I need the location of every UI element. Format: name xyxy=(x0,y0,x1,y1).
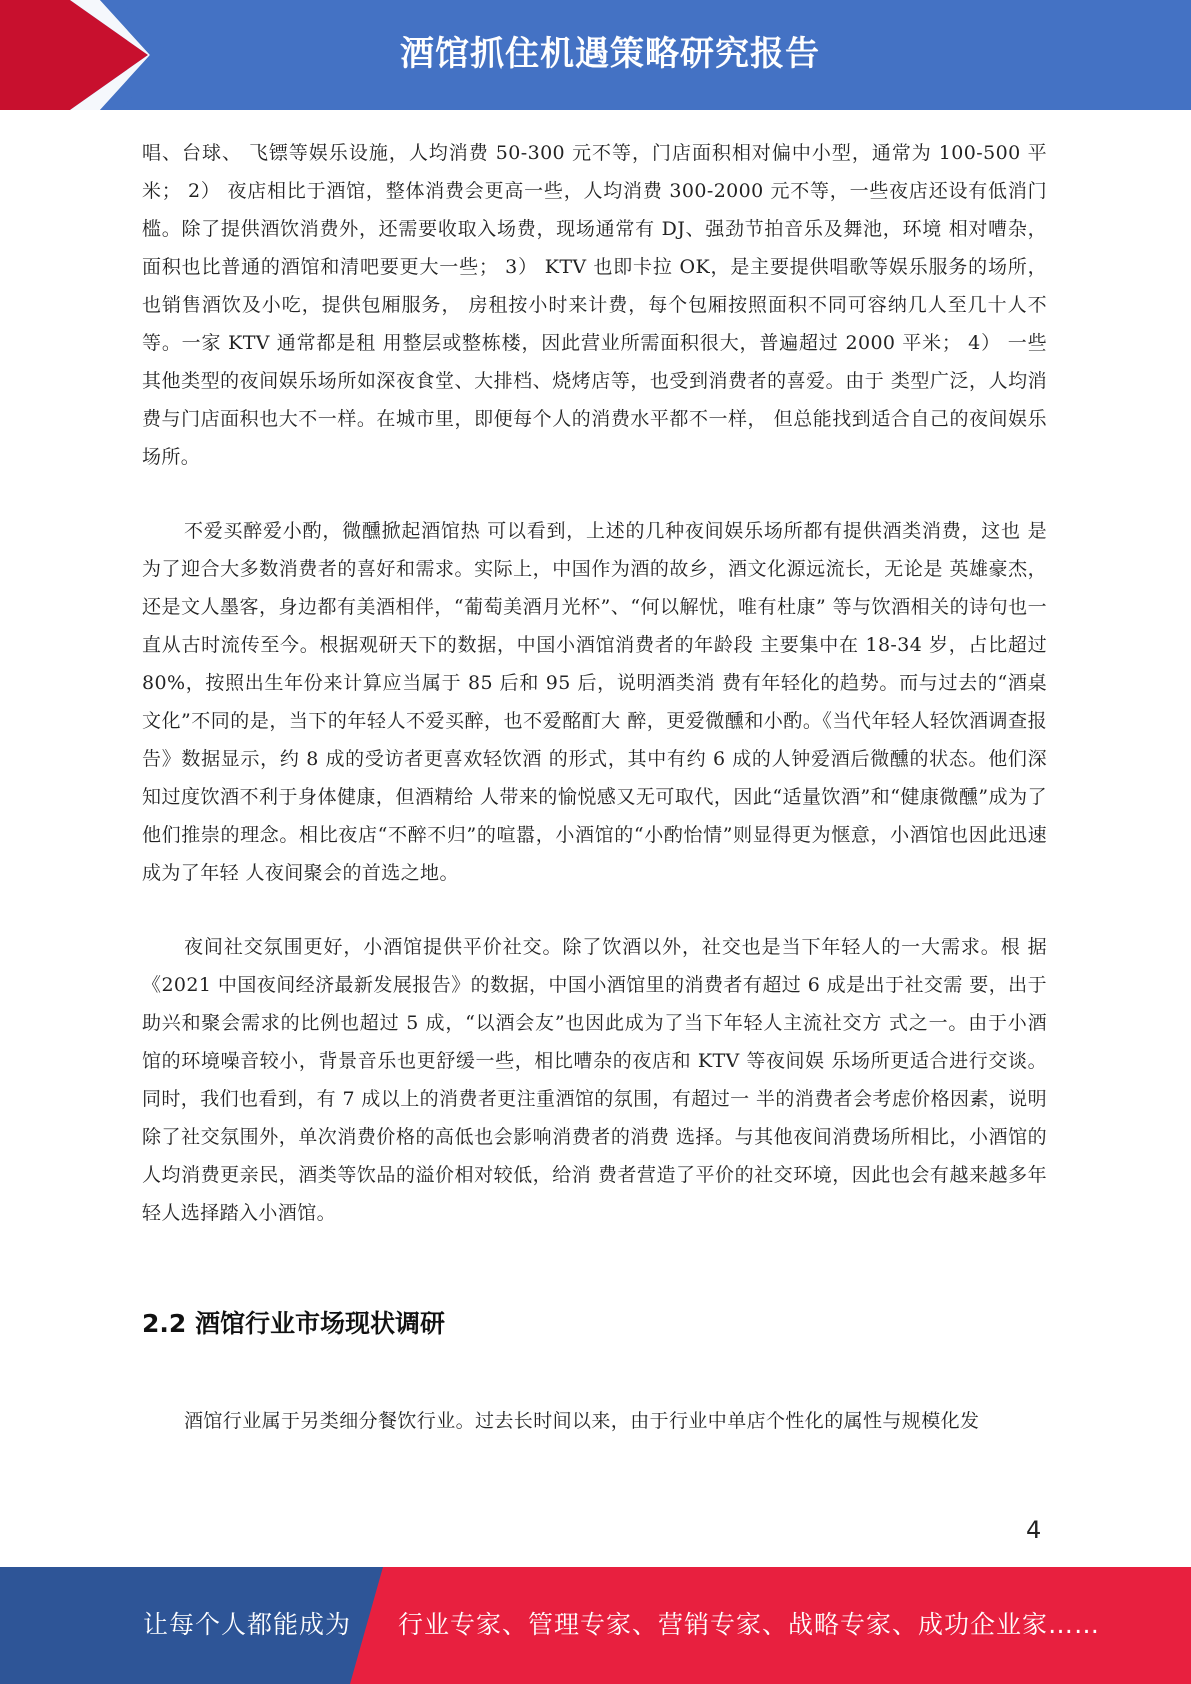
page-number: 4 xyxy=(1026,1516,1042,1544)
page-header xyxy=(0,0,1191,110)
body-paragraph: 酒馆行业属于另类细分餐饮行业。过去长时间以来，由于行业中单店个性化的属性与规模化发 xyxy=(184,1410,980,1432)
footer-slogan-right: 行业专家、管理专家、营销专家、战略专家、成功企业家…… xyxy=(398,1610,1101,1639)
footer-slogan-left: 让每个人都能成为 xyxy=(143,1610,352,1639)
page-content xyxy=(142,134,1047,1440)
section-heading: 2.2 酒馆行业市场现状调研 xyxy=(142,1309,445,1338)
page-footer xyxy=(0,1567,1191,1684)
body-paragraph: 不爱买醉爱小酌，微醺掀起酒馆热 可以看到，上述的几种夜间娱乐场所都有提供酒类消费，这也 是为了迎合大多数消费者的喜好和需求。实际上，中国作为酒的故乡，酒文化源远流长，无论是 英雄豪杰，还是文人墨客，身边都有美酒相伴，“葡萄美酒月光杯”、“何以解忧，唯有杜康” 等与饮酒相关的诗句也一直从古时流传至今。根据观研天下的数据，中国小酒馆消费者的年龄段 主要集中在 18-34 岁，占比超过 80%，按照出生年份来计算应当属于 85 后和 95 后，说明酒类消 费有年轻化的趋势。而与过去的“酒桌文化”不同的是，当下的年轻人不爱买醉，也不爱酩酊大 醉，更爱微醺和小酌。《当代年轻人轻饮酒调查报告》数据显示，约 8 成的受访者更喜欢轻饮酒 的形式，其中有约 6 成的人钟爱酒后微醺的状态。他们深知过度饮酒不利于身体健康，但酒精给 人带来的愉悦感又无可取代，因此“适量饮酒”和“健康微醺”成为了他们推崇的理念。相比夜店“不醉不归”的喧嚣，小酒馆的“小酌怡情”则显得更为惬意，小酒馆也因此迅速成为了年轻 人夜间聚会的首选之地。 xyxy=(142,520,1047,884)
body-paragraph: 夜间社交氛围更好，小酒馆提供平价社交。除了饮酒以外，社交也是当下年轻人的一大需求。根 据《2021 中国夜间经济最新发展报告》的数据，中国小酒馆里的消费者有超过 6 成是出于社交需 要，出于助兴和聚会需求的比例也超过 5 成，“以酒会友”也因此成为了当下年轻人主流社交方 式之一。由于小酒馆的环境噪音较小，背景音乐也更舒缓一些，相比嘈杂的夜店和 KTV 等夜间娱 乐场所更适合进行交谈。同时，我们也看到，有 7 成以上的消费者更注重酒馆的氛围，有超过一 半的消费者会考虑价格因素，说明除了社交氛围外，单次消费价格的高低也会影响消费者的消费 选择。与其他夜间消费场所相比，小酒馆的人均消费更亲民，酒类等饮品的溢价相对较低，给消 费者营造了平价的社交环境，因此也会有越来越多年轻人选择踏入小酒馆。 xyxy=(142,936,1047,1224)
report-title: 酒馆抓住机遇策略研究报告 xyxy=(400,34,820,74)
body-paragraph: 唱、台球、 飞镖等娱乐设施，人均消费 50-300 元不等，门店面积相对偏中小型，通常为 100-500 平米； 2） 夜店相比于酒馆，整体消费会更高一些，人均消费 300-2000 元不等，一些夜店还设有低消门 槛。除了提供酒饮消费外，还需要收取入场费，现场通常有 DJ、强劲节拍音乐及舞池，环境 相对嘈杂，面积也比普通的酒馆和清吧要更大一些； 3） KTV 也即卡拉 OK，是主要提供唱歌等娱乐服务的场所，也销售酒饮及小吃，提供包厢服务， 房租按小时来计费，每个包厢按照面积不同可容纳几人至几十人不等。一家 KTV 通常都是租 用整层或整栋楼，因此营业所需面积很大，普遍超过 2000 平米； 4） 一些其他类型的夜间娱乐场所如深夜食堂、大排档、烧烤店等，也受到消费者的喜爱。由于 类型广泛，人均消费与门店面积也大不一样。在城市里，即便每个人的消费水平都不一样， 但总能找到适合自己的夜间娱乐场所。 xyxy=(142,142,1047,468)
